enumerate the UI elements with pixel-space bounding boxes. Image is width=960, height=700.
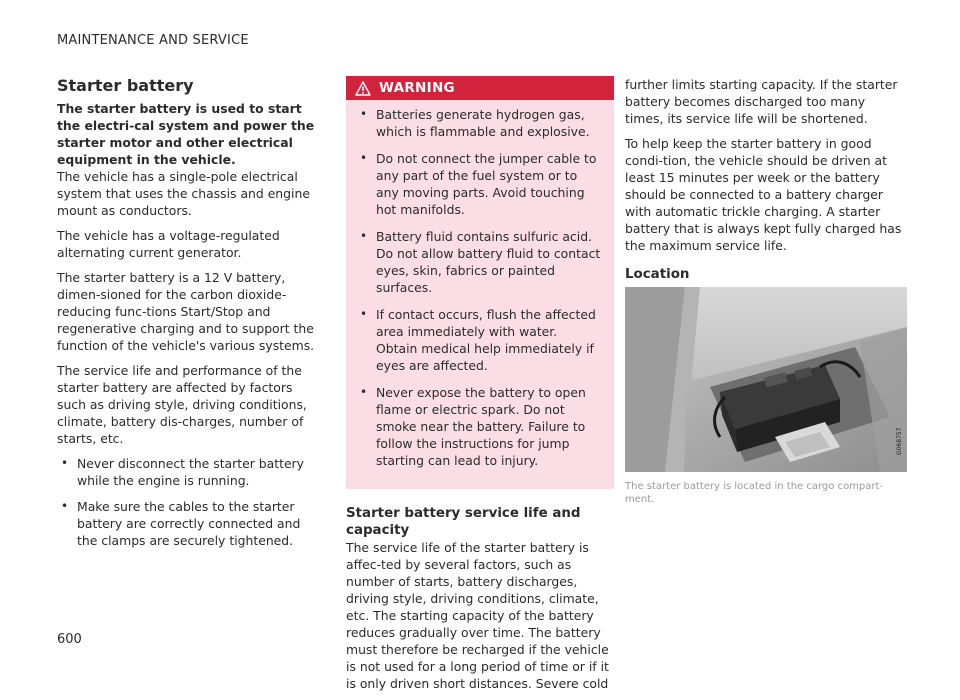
bullet-icon: •	[360, 307, 368, 321]
paragraph: The service life and performance of the starter battery are affected by factors such as driving style, driving conditions, climate, battery dis-charges, number of starts, etc.	[57, 363, 307, 446]
section-heading: Starter battery service life and capacity	[346, 506, 581, 538]
column-left	[57, 76, 321, 558]
warning-box	[346, 76, 614, 489]
figure-caption: The starter battery is located in the cargo compart-ment.	[625, 481, 884, 505]
warning-title: WARNING	[379, 79, 455, 96]
paragraph: The service life of the starter battery is affec-ted by several factors, such as number of starts, battery discharges, driving style, driving conditions, climate, etc. The starting capacity of the battery reduces gradually over time. The battery must therefore be recharged if the vehicle is not used for a long period of time or if it is only driven short distances. Severe cold	[346, 540, 609, 691]
list-item: • Make sure the cables to the starter battery are correctly connected and the clamps are securely tightened.	[61, 499, 301, 548]
list-item: • If contact occurs, flush the affected area immediately with water. Obtain medical help immediately if eyes are affected.	[360, 307, 596, 373]
column-middle	[346, 76, 614, 700]
page-title: Starter battery	[57, 76, 194, 95]
cargo-compartment-illustration	[625, 287, 907, 472]
bullet-list	[57, 455, 321, 549]
paragraph: further limits starting capacity. If the starter battery becomes discharged too many times, its service life will be shortened.	[625, 77, 898, 126]
list-item: • Battery fluid contains sulfuric acid. Do not allow battery fluid to contact eyes, skin, fabrics or painted surfaces.	[360, 229, 601, 295]
paragraph: The starter battery is a 12 V battery, dimen-sioned for the carbon dioxide-reducing func-tions Start/Stop and regenerative charging and to support the function of the vehicle's various systems.	[57, 270, 315, 353]
column-right	[625, 76, 907, 506]
list-item: • Do not connect the jumper cable to any part of the fuel system or to any moving parts. Avoid touching hot manifolds.	[360, 151, 597, 217]
list-item: • Never disconnect the starter battery while the engine is running.	[61, 456, 304, 488]
lead-paragraph: The starter battery is used to start the electri-cal system and power the starter motor and other electrical equipment in the vehicle.	[57, 101, 315, 167]
image-code: G068757	[896, 427, 903, 455]
bullet-icon: •	[360, 151, 368, 165]
paragraph: The vehicle has a single-pole electrical system that uses the chassis and engine mount as conductors.	[57, 169, 310, 218]
warning-triangle-icon	[355, 81, 371, 96]
paragraph: The vehicle has a voltage-regulated alternating current generator.	[57, 228, 280, 260]
bullet-icon: •	[360, 385, 368, 399]
section-heading: Location	[625, 267, 690, 282]
warning-header	[346, 76, 614, 100]
list-item: • Batteries generate hydrogen gas, which is flammable and explosive.	[360, 107, 590, 139]
section-header: MAINTENANCE AND SERVICE	[57, 33, 249, 48]
list-item: • Never expose the battery to open flame or electric spark. Do not smoke near the battery. Failure to follow the instructions for jump starting can lead to injury.	[360, 385, 586, 468]
bullet-icon: •	[61, 456, 69, 470]
bullet-icon: •	[360, 107, 368, 121]
paragraph: To help keep the starter battery in good condi-tion, the vehicle should be driven at least 15 minutes per week or the battery should be connected to a battery charger with automatic trickle charging. A starter battery that is always kept fully charged has the maximum service life.	[625, 136, 902, 253]
bullet-icon: •	[61, 499, 69, 513]
bullet-icon: •	[360, 229, 368, 243]
battery-location-image	[625, 287, 907, 472]
page-number: 600	[57, 632, 82, 647]
warning-list	[346, 100, 614, 469]
